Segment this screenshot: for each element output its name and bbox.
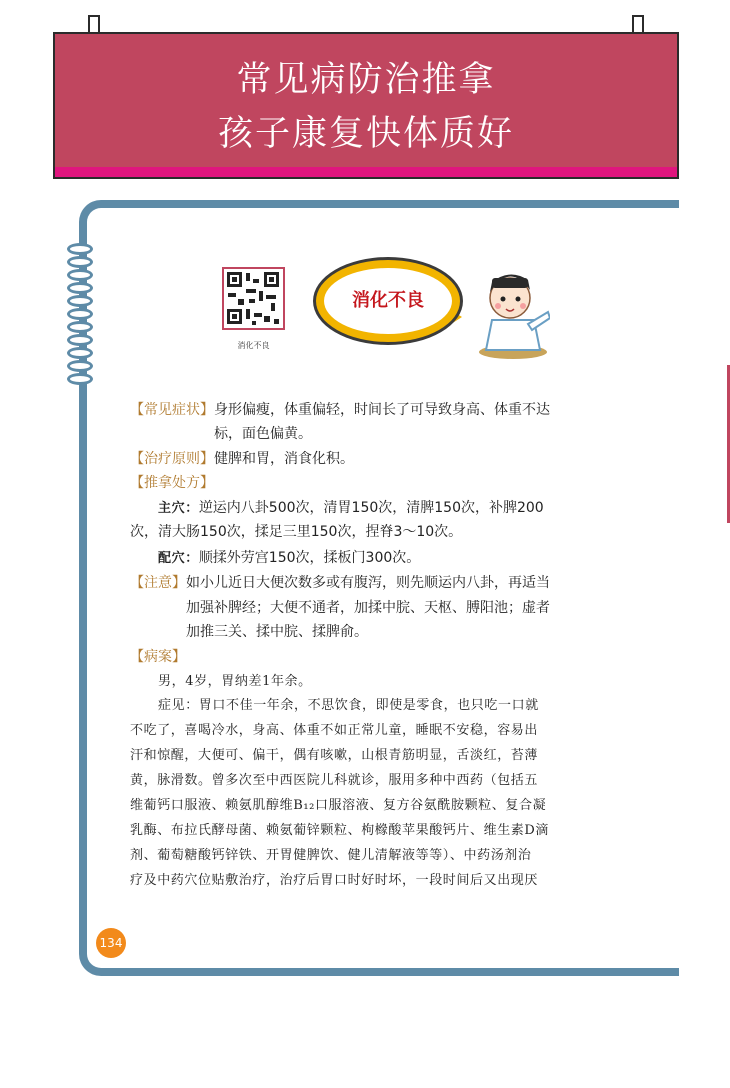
case-intro-text: 男，4岁，胃纳差1年余。 bbox=[158, 674, 312, 689]
case-line: 不吃了，喜喝冷水，身高、体重不如正常儿童，睡眠不安稳，容易出 bbox=[130, 723, 539, 738]
principle-row bbox=[130, 447, 555, 471]
note-row-2 bbox=[186, 596, 556, 620]
main-points-row-continued bbox=[130, 520, 555, 544]
case-line: 黄，脉滑数。曾多次至中西医院儿科就诊，服用多种中西药（包括五 bbox=[130, 773, 539, 788]
main-points-text-continued: 次，清大肠150次，揉足三里150次，捏脊3～10次。 bbox=[130, 524, 463, 540]
main-points-row bbox=[158, 496, 555, 521]
title-line-1: 常见病防治推拿 bbox=[236, 60, 496, 100]
note-row bbox=[130, 571, 555, 595]
page-number-badge: 134 bbox=[96, 928, 126, 958]
note-text-3: 加推三关、揉中脘、揉脾俞。 bbox=[186, 624, 368, 640]
ring-icon bbox=[67, 269, 93, 281]
prescription-label: 【推拿处方】 bbox=[130, 475, 214, 491]
symptoms-row bbox=[130, 398, 555, 422]
ring-icon bbox=[67, 295, 93, 307]
ring-icon bbox=[67, 321, 93, 333]
child-doctor-illustration bbox=[468, 266, 550, 360]
ring-icon bbox=[67, 334, 93, 346]
ring-icon bbox=[67, 347, 93, 359]
note-text-2: 加强补脾经；大便不通者，加揉中脘、天枢、膊阳池；虚者 bbox=[186, 600, 550, 616]
note-label: 【注意】 bbox=[130, 575, 186, 591]
aux-points-label: 配穴： bbox=[158, 551, 199, 566]
bubble-label: 消化不良 bbox=[352, 290, 424, 311]
ring-icon bbox=[67, 360, 93, 372]
ring-icon bbox=[67, 308, 93, 320]
qr-code-icon[interactable] bbox=[222, 267, 285, 330]
title-banner bbox=[53, 32, 679, 172]
main-points-label: 主穴： bbox=[158, 501, 199, 516]
case-line: 乳酶、布拉氏酵母菌、赖氨葡锌颗粒、枸橼酸苹果酸钙片、维生素D滴 bbox=[130, 823, 550, 838]
binder-rings bbox=[67, 243, 97, 393]
banner-stripe bbox=[53, 167, 679, 179]
ring-icon bbox=[67, 282, 93, 294]
case-line: 剂、葡萄糖酸钙锌铁、开胃健脾饮、健儿清解液等等）、中药汤剂治 bbox=[130, 848, 532, 863]
case-line: 汗和惊醒，大便可、偏干，偶有咳嗽，山根青筋明显，舌淡红，苔薄 bbox=[130, 748, 539, 763]
note-text: 如小儿近日大便次数多或有腹泻，则先顺运内八卦，再适当 bbox=[186, 575, 550, 591]
ring-icon bbox=[67, 243, 93, 255]
principle-text: 健脾和胃，消食化积。 bbox=[214, 451, 354, 467]
case-row bbox=[130, 645, 555, 669]
aux-points-text: 顺揉外劳宫150次，揉板门300次。 bbox=[198, 550, 421, 566]
ring-icon bbox=[67, 256, 93, 268]
symptoms-row-continued bbox=[214, 422, 554, 446]
note-row-3 bbox=[186, 620, 556, 644]
symptoms-text-continued: 标，面色偏黄。 bbox=[214, 426, 312, 442]
aux-points-row bbox=[158, 546, 555, 571]
case-line: 疗及中药穴位贴敷治疗，治疗后胃口时好时坏，一段时间后又出现厌 bbox=[130, 873, 539, 888]
case-line: 症见：胃口不佳一年余，不思饮食，即使是零食，也只吃一口就 bbox=[158, 698, 539, 713]
symptoms-label: 【常见症状】 bbox=[130, 402, 214, 418]
case-intro bbox=[158, 670, 555, 694]
qr-caption: 消化不良 bbox=[237, 341, 270, 350]
case-label: 【病案】 bbox=[130, 649, 186, 665]
title-line-2: 孩子康复快体质好 bbox=[217, 114, 514, 154]
speech-bubble bbox=[313, 257, 463, 345]
prescription-row bbox=[130, 471, 555, 495]
case-line: 维葡钙口服液、赖氨肌醇维B₁₂口服溶液、复方谷氨酰胺颗粒、复合凝 bbox=[130, 798, 547, 813]
main-points-text: 逆运内八卦500次，清胃150次，清脾150次，补脾200 bbox=[198, 500, 544, 516]
ring-icon bbox=[67, 373, 93, 385]
symptoms-text: 身形偏瘦，体重偏轻，时间长了可导致身高、体重不达 bbox=[214, 402, 550, 418]
principle-label: 【治疗原则】 bbox=[130, 451, 214, 467]
